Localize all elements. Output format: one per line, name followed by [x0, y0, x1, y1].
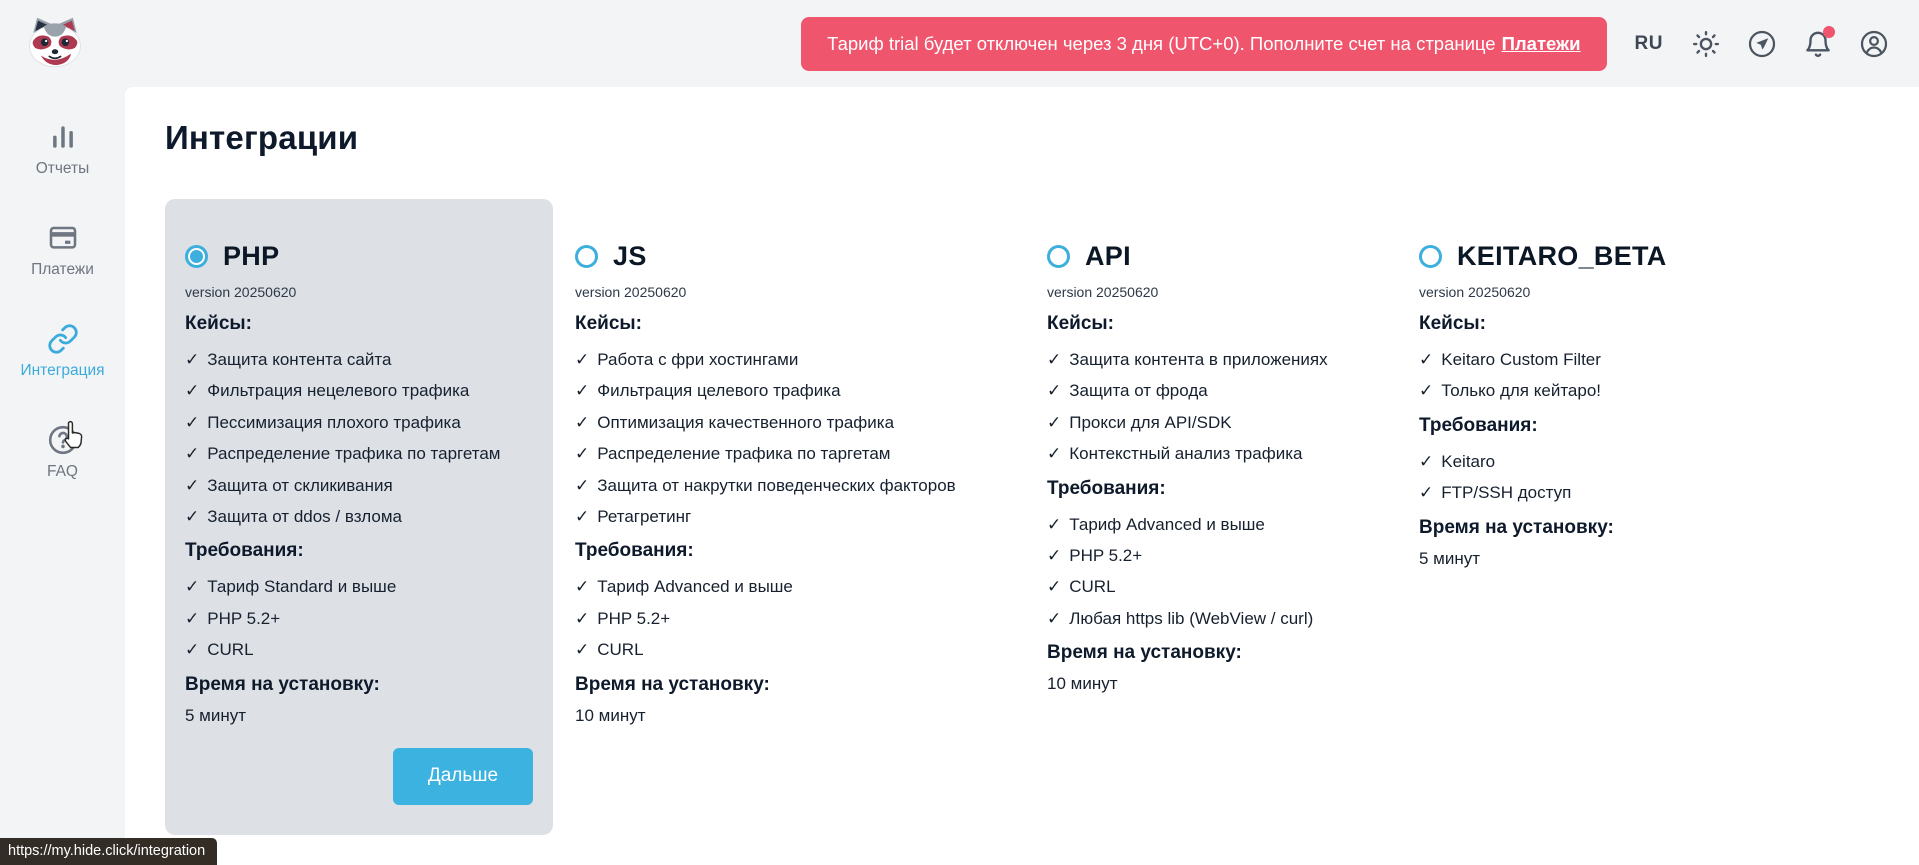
check-icon: ✓: [575, 350, 590, 369]
check-item-text: Тариф Standard и выше: [207, 577, 397, 597]
check-item: [575, 444, 1025, 464]
requirements-list: [185, 566, 533, 660]
check-icon: ✓: [185, 444, 200, 464]
cases-heading: Кейсы:: [575, 313, 642, 334]
check-item-text: Keitaro Custom Filter: [1441, 350, 1601, 369]
sidebar-item-label: Интеграция: [20, 362, 105, 379]
check-item-text: Защита от накрутки поведенческих факторов: [597, 475, 956, 495]
integration-cards-row: [165, 199, 1899, 835]
sidebar-item-label: Отчеты: [35, 160, 90, 177]
requirements-heading: Требования:: [575, 540, 694, 562]
check-item: [575, 609, 1025, 629]
check-item-text: Защита от ddos / взлома: [207, 506, 403, 526]
check-item: [185, 577, 533, 597]
check-item: [575, 413, 1025, 433]
sidebar-item-payments[interactable]: [0, 222, 125, 279]
install-time-heading: Время на установку:: [575, 673, 770, 695]
check-icon: ✓: [185, 608, 200, 628]
requirements-heading: Требования:: [1419, 414, 1538, 436]
link-url-statusbar: https://my.hide.click/integration: [0, 838, 217, 865]
cases-heading: Кейсы:: [1419, 313, 1486, 334]
check-item: [1047, 577, 1397, 597]
check-item: [185, 640, 533, 660]
check-item: [185, 609, 533, 629]
integration-radio[interactable]: [185, 245, 208, 268]
install-time-value: 5 минут: [185, 705, 247, 725]
card-header: [185, 241, 533, 272]
integration-version: version 20250620: [575, 284, 687, 300]
theme-sun-icon[interactable]: [1691, 29, 1721, 59]
check-item-text: Тариф Advanced и выше: [1069, 514, 1265, 534]
check-item: [1419, 452, 1749, 472]
check-item-text: CURL: [1069, 577, 1116, 597]
check-item-text: Фильтрация нецелевого трафика: [207, 381, 470, 401]
check-item-text: Прокси для API/SDK: [1069, 412, 1232, 432]
trial-warning-text: Тариф trial будет отключен через 3 дня (UTC+0). Пополните счет на странице: [827, 32, 1496, 54]
notifications-bell-icon[interactable]: [1803, 29, 1833, 59]
check-item: [185, 381, 533, 401]
integration-card[interactable]: [165, 199, 553, 835]
check-item-text: Защита от скликивания: [207, 475, 393, 495]
check-icon: ✓: [1047, 381, 1062, 401]
integration-name: JS: [613, 241, 647, 271]
check-item-text: Работа с фри хостингами: [597, 350, 799, 369]
bar-chart-icon: [47, 121, 79, 153]
check-item-text: FTP/SSH доступ: [1441, 483, 1572, 503]
check-icon: ✓: [1047, 412, 1062, 432]
cases-heading: Кейсы:: [185, 313, 252, 334]
check-item: [1047, 350, 1397, 370]
check-item: [1419, 483, 1749, 503]
check-icon: ✓: [575, 640, 590, 660]
account-icon[interactable]: [1859, 29, 1889, 59]
check-icon: ✓: [1047, 514, 1062, 534]
check-item: [185, 413, 533, 433]
sidebar-item-faq[interactable]: [0, 424, 125, 481]
requirements-list: [1047, 504, 1397, 630]
integration-radio[interactable]: [575, 245, 598, 268]
check-icon: ✓: [1047, 545, 1062, 565]
integration-card[interactable]: [1419, 199, 1749, 599]
check-item-text: Keitaro: [1441, 451, 1496, 471]
credit-card-icon: [47, 222, 79, 254]
check-icon: ✓: [575, 475, 590, 495]
question-circle-icon: [47, 424, 79, 456]
raccoon-logo[interactable]: [22, 14, 88, 74]
check-item-text: Распределение трафика по таргетам: [597, 444, 891, 464]
trial-warning-banner: [801, 17, 1606, 71]
next-button[interactable]: Дальше: [393, 748, 533, 805]
link-icon: [47, 323, 79, 355]
check-item: [1047, 381, 1397, 401]
integration-version: version 20250620: [185, 284, 297, 300]
check-icon: ✓: [185, 475, 200, 495]
sidebar-item-label: FAQ: [46, 463, 78, 480]
top-header: [0, 0, 1919, 87]
integration-name: KEITARO_BETA: [1457, 241, 1667, 271]
check-item: [575, 640, 1025, 660]
check-icon: ✓: [185, 640, 200, 660]
install-time-heading: Время на установку:: [185, 673, 380, 695]
integration-radio[interactable]: [1419, 245, 1442, 268]
integration-card[interactable]: [575, 199, 1025, 756]
check-item: [1047, 609, 1397, 629]
check-item-text: Контекстный анализ трафика: [1069, 444, 1303, 464]
check-icon: ✓: [1419, 381, 1434, 401]
check-item: [185, 350, 533, 370]
integration-version: version 20250620: [1047, 284, 1159, 300]
check-icon: ✓: [1419, 451, 1434, 471]
main-content: [125, 87, 1919, 865]
check-item-text: CURL: [597, 640, 644, 660]
cases-list: [185, 339, 533, 527]
check-item-text: Пессимизация плохого трафика: [207, 412, 461, 432]
sidebar-item-label: Платежи: [31, 261, 94, 278]
check-item-text: Защита от фрода: [1069, 381, 1208, 401]
check-icon: ✓: [575, 412, 590, 432]
requirements-heading: Требования:: [1047, 477, 1166, 499]
check-item-text: PHP 5.2+: [1069, 545, 1143, 565]
integration-card[interactable]: [1047, 199, 1397, 724]
check-item: [575, 476, 1025, 496]
sidebar-item-integration[interactable]: [0, 323, 125, 380]
check-icon: ✓: [185, 412, 200, 432]
card-header: [1419, 241, 1749, 272]
check-item: [1047, 546, 1397, 566]
check-icon: ✓: [1419, 350, 1434, 369]
check-item-text: Только для кейтаро!: [1441, 381, 1601, 401]
check-icon: ✓: [185, 381, 200, 401]
check-item: [1419, 381, 1749, 401]
check-item: [1419, 350, 1749, 370]
cases-heading: Кейсы:: [1047, 313, 1114, 334]
install-time-value: 5 минут: [1419, 548, 1481, 568]
check-icon: ✓: [1047, 608, 1062, 628]
check-item: [1047, 413, 1397, 433]
check-icon: ✓: [575, 381, 590, 401]
check-icon: ✓: [575, 506, 590, 526]
requirements-heading: Требования:: [185, 540, 304, 562]
cases-list: [575, 339, 1025, 527]
check-item-text: Ретагретинг: [597, 506, 692, 526]
integration-version: version 20250620: [1419, 284, 1531, 300]
install-time-heading: Время на установку:: [1419, 516, 1614, 538]
check-icon: ✓: [575, 608, 590, 628]
install-time-value: 10 минут: [1047, 674, 1118, 694]
sidebar-nav: [0, 87, 125, 865]
telegram-icon[interactable]: [1747, 29, 1777, 59]
check-icon: ✓: [185, 506, 200, 526]
check-item: [185, 507, 533, 527]
install-time-value: 10 минут: [575, 705, 646, 725]
header-icons: [1691, 29, 1889, 59]
check-item-text: Любая https lib (WebView / curl): [1069, 608, 1314, 628]
card-header: [1047, 241, 1397, 272]
integration-name: API: [1085, 241, 1131, 271]
check-icon: ✓: [185, 577, 200, 597]
check-item-text: PHP 5.2+: [597, 608, 671, 628]
check-icon: ✓: [1419, 483, 1434, 503]
check-icon: ✓: [1047, 350, 1062, 369]
check-item-text: PHP 5.2+: [207, 608, 281, 628]
check-item-text: Тариф Advanced и выше: [597, 577, 793, 597]
check-item: [575, 507, 1025, 527]
check-item-text: Фильтрация целевого трафика: [597, 381, 841, 401]
requirements-list: [1419, 441, 1749, 504]
check-item: [185, 476, 533, 496]
check-icon: ✓: [185, 350, 200, 369]
check-item-text: Защита контента в приложениях: [1069, 350, 1328, 369]
install-time-heading: Время на установку:: [1047, 642, 1242, 664]
integration-radio[interactable]: [1047, 245, 1070, 268]
check-item-text: Оптимизация качественного трафика: [597, 412, 895, 432]
check-item: [575, 577, 1025, 597]
check-item: [1047, 444, 1397, 464]
check-icon: ✓: [1047, 577, 1062, 597]
check-item: [575, 381, 1025, 401]
check-icon: ✓: [575, 577, 590, 597]
requirements-list: [575, 566, 1025, 660]
payments-link[interactable]: Платежи: [1501, 32, 1581, 54]
language-switcher[interactable]: RU: [1634, 32, 1663, 54]
integration-name: PHP: [223, 241, 280, 271]
check-item: [1047, 515, 1397, 535]
check-item-text: CURL: [207, 640, 254, 660]
check-item: [575, 350, 1025, 370]
card-header: [575, 241, 1025, 272]
check-icon: ✓: [575, 444, 590, 464]
check-item-text: Распределение трафика по таргетам: [207, 444, 501, 464]
check-item: [185, 444, 533, 464]
cases-list: [1419, 339, 1749, 402]
page-title: Интеграции: [165, 119, 359, 156]
sidebar-item-reports[interactable]: [0, 121, 125, 178]
check-item-text: Защита контента сайта: [207, 350, 392, 369]
cases-list: [1047, 339, 1397, 465]
check-icon: ✓: [1047, 444, 1062, 464]
notification-badge: [1823, 26, 1835, 38]
